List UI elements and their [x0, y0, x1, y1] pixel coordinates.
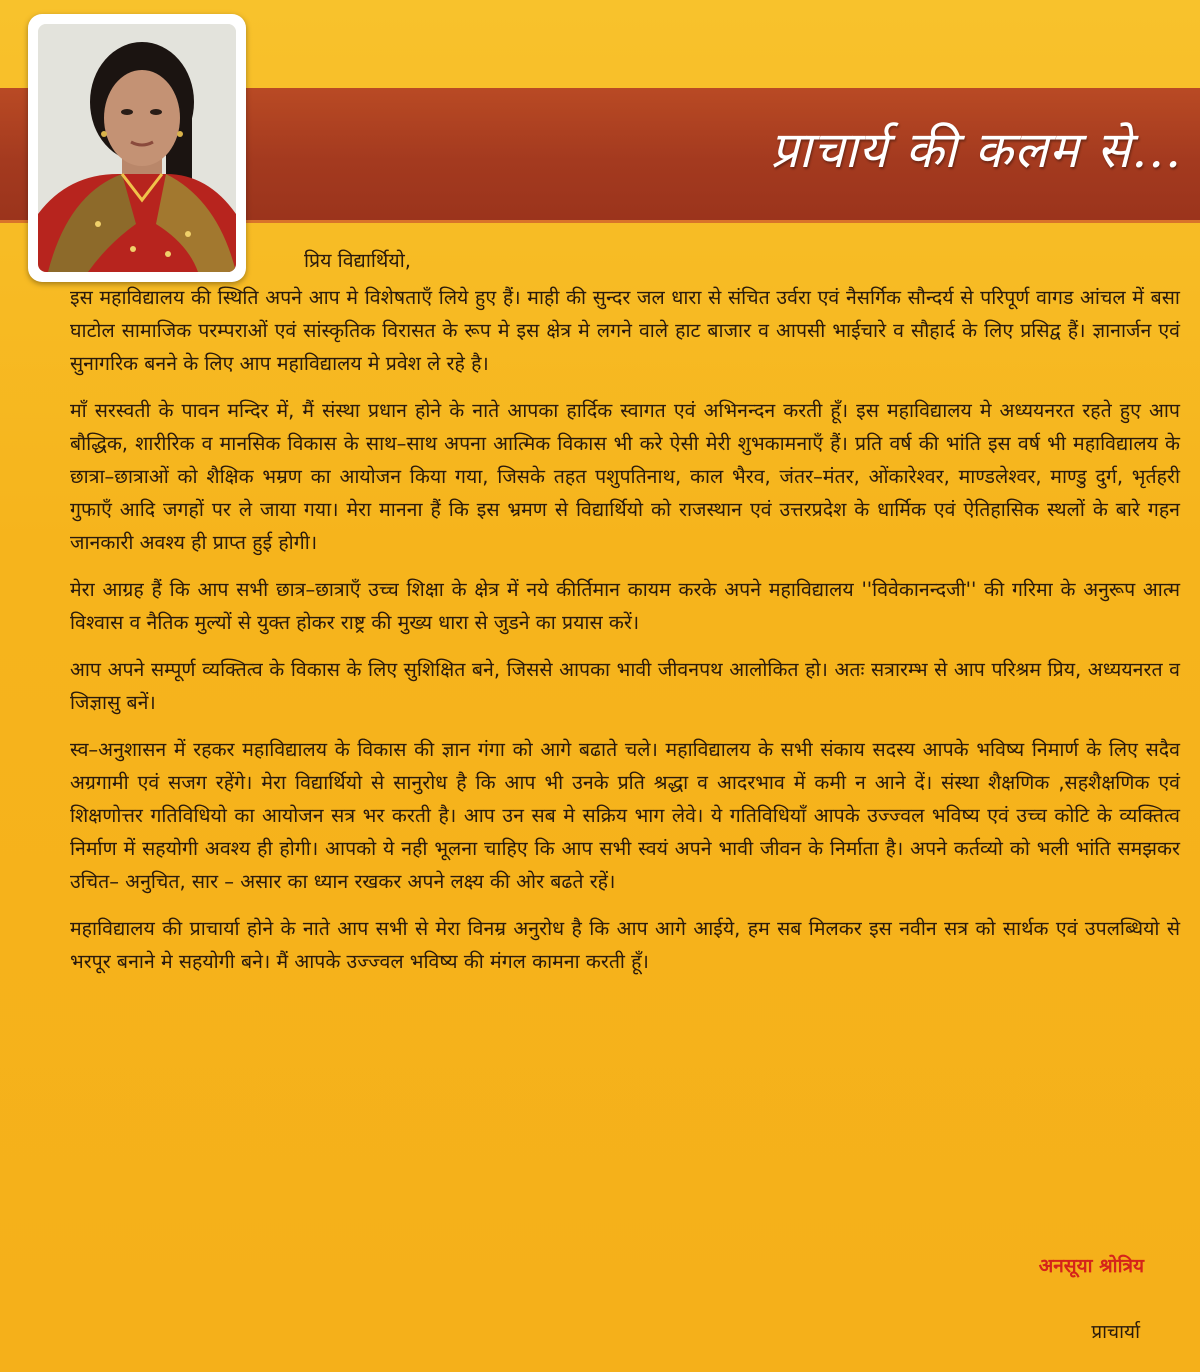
signature-name: अनसूया श्रोत्रिय — [1038, 1255, 1144, 1277]
paragraph-4: आप अपने सम्पूर्ण व्यक्तित्व के विकास के लिए सुशिक्षित बने, जिससे आपका भावी जीवनपथ आलोकित हो। अतः सत्रारम्भ से आप परिश्रम प्रिय, अध्ययनरत व जिज्ञासु बनें। — [70, 658, 1180, 714]
letter-body — [70, 244, 1180, 992]
salutation: प्रिय विद्यार्थियो, — [304, 249, 411, 272]
paragraph-2: माँ सरस्वती के पावन मन्दिर में, मैं संस्था प्रधान होने के नाते आपका हार्दिक स्वागत एवं अभिनन्दन करती हूँ। इस महाविद्यालय मे अध्ययनरत रहते हुए आप बौद्धिक, शारीरिक व मानसिक विकास के साथ–साथ अपना आत्मिक विकास भी करे ऐसी मेरी शुभकामनाएँ हैं। प्रति वर्ष की भांति इस वर्ष भी महाविद्यालय के छात्रा–छात्राओं को शैक्षिक भम्रण का आयोजन किया गया, जिसके तहत पशुपतिनाथ, काल भैरव, जंतर–मंतर, ओंकारेश्वर, माण्डलेश्वर, माण्डु दुर्ग, भृर्तहरी गुफाएँ आदि जगहों पर ले जाया गया। मेरा मानना हैं कि इस भ्रमण से विद्यार्थियो को राजस्थान एवं उत्तरप्रदेश के धार्मिक एवं ऐतिहासिक स्थलों के बारे गहन जानकारी अवश्य ही प्राप्त हुई होगी। — [70, 399, 1180, 554]
paragraph-1: इस महाविद्यालय की स्थिति अपने आप मे विशेषताएँ लिये हुए हैं। माही की सुन्दर जल धारा से संचित उर्वरा एवं नैसर्गिक सौन्दर्य से परिपूर्ण वागड आंचल में बसा घाटोल सामाजिक परम्पराओं एवं सांस्कृतिक विरासत के रूप मे इस क्षेत्र मे लगने वाले हाट बाजार व आपसी भाईचारे व सौहार्द के लिए प्रसिद्व हैं। ज्ञानार्जन एवं सुनागरिक बनने के लिए आप महाविद्यालय मे प्रवेश ले रहे है। — [70, 286, 1180, 375]
paragraph-3: मेरा आग्रह हैं कि आप सभी छात्र–छात्राएँ उच्च शिक्षा के क्षेत्र में नये कीर्तिमान कायम करके अपने महाविद्यालय ''विवेकानन्दजी'' की गरिमा के अनुरूप आत्म विश्वास व नैतिक मुल्यों से युक्त होकर राष्ट्र की मुख्य धारा से जुडने का प्रयास करें। — [70, 578, 1180, 634]
paragraph-5: स्व–अनुशासन में रहकर महाविद्यालय के विकास की ज्ञान गंगा को आगे बढाते चले। महाविद्यालय के सभी संकाय सदस्य आपके भविष्य निमार्ण के लिए सदैव अग्रगामी एवं सजग रहेंगे। मेरा विद्यार्थियो से सानुरोध है कि आप भी उनके प्रति श्रद्धा व आदरभाव में कमी न आने दें। संस्था शैक्षणिक ,सहशैक्षणिक एवं शिक्षणोत्तर गतिविधियो का आयोजन सत्र भर करती है। आप उन सब मे सक्रिय भाग लेवे। ये गतिविधियाँ आपके उज्ज्वल भविष्य एवं उच्च कोटि के व्यक्तित्व निर्माण में सहयोगी अवश्य ही होगी। आपको ये नही भूलना चाहिए कि आप सभी स्वयं अपने भावी जीवन के निर्माता है। अपने कर्तव्यो को भली भांति समझकर उचित– अनुचित, सार – असार का ध्यान रखकर अपने लक्ष्य की ओर बढते रहें। — [70, 738, 1180, 893]
page-title: प्राचार्य की कलम से... — [770, 121, 1182, 179]
signature-title: प्राचार्या — [1091, 1321, 1140, 1343]
paragraph-6: महाविद्यालय की प्राचार्या होने के नाते आप सभी से मेरा विनम्र अनुरोध है कि आप आगे आईये, हम सब मिलकर इस नवीन सत्र को सार्थक एवं उपलब्धियो से भरपूर बनाने मे सहयोगी बने। मैं आपके उज्ज्वल भविष्य की मंगल कामना करती हूँ। — [70, 917, 1180, 973]
principal-photo — [38, 24, 236, 272]
portrait-photo-icon — [38, 24, 236, 272]
principal-photo-frame — [28, 14, 246, 282]
